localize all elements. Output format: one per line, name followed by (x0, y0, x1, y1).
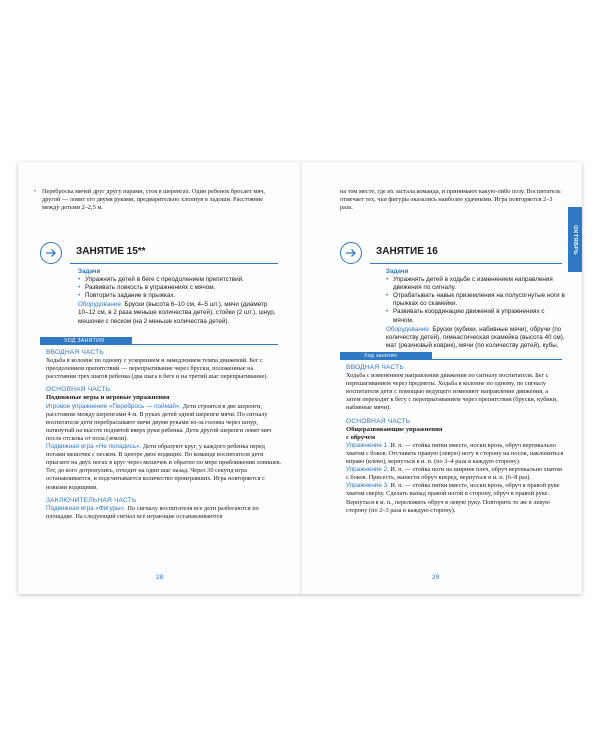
intro-heading: ВВОДНАЯ ЧАСТЬ (346, 364, 404, 371)
page-number: 28 (156, 574, 164, 581)
task-item: • Отрабатывать навык приземления на полусогнутые ноги в прыжках со скамейки. (386, 292, 566, 308)
task-item: • Упражнять детей в ходьбе с изменением направления движения по сигналу. (386, 276, 566, 292)
lesson-header (340, 242, 562, 264)
title-underline (70, 263, 278, 264)
tasks-block (386, 268, 566, 350)
band-line (132, 344, 278, 345)
arrow-right-icon (40, 242, 62, 264)
intro-heading: ВВОДНАЯ ЧАСТЬ (46, 349, 104, 356)
equipment-label: Оборудование. (78, 301, 123, 309)
game-paragraph: Игровое упражнение «Перебрось — поймай». Дети строятся в две шеренги, расстояние между шеренгами 4 м. В руках детей одной шеренги мячи. По сигналу воспитателя дети перебрасывают мячи двумя руками из-за головы через шнур, натянутый на высоте поднятой вверх руки ребенка. Дети другой шеренги ловят мяч после отскока от пола (земли). (46, 402, 272, 442)
task-item: • Повторить задание в прыжках. (78, 292, 278, 300)
tasks-label: Задачи (386, 268, 409, 275)
main-subheading: Подвижные игры и игровые упражнения (46, 394, 170, 402)
main-subheading: Общеразвивающие упражнения (346, 425, 443, 433)
month-tab-label: ОКТЯБРЬ (572, 224, 578, 255)
lesson-header (40, 242, 278, 264)
game-paragraph: Подвижная игра «Фигуры». По сигналу воспитателя все дети разбегаются по площадке. На следующий сигнал все играющие останавливаются (46, 504, 259, 520)
arrow-right-icon (340, 242, 362, 264)
right-page (302, 162, 582, 594)
book-spread (18, 162, 582, 594)
page-number: 29 (432, 574, 440, 581)
lesson-title: ЗАНЯТИЕ 16 (376, 246, 438, 257)
task-item: • Развивать ловкость в упражнениях с мячом. (78, 284, 278, 292)
lesson-title: ЗАНЯТИЕ 15** (76, 246, 146, 257)
right-top-text: на том месте, где их застала команда, и принимают какую-либо позу. Воспитатель отмечает тех, чьи фигуры оказались наиболее удачными. Игра повторяется 2–3 раза. (340, 188, 561, 212)
intro-text: Ходьба с изменением направления движения по сигналу воспитателя. Бег с перешагиванием через предметы. Ходьба в колонне по одному, по сигналу воспитателя дети с помощью ведущего изменяют направление движения, а затем переходят к бегу с перепрыгиванием через препятствия (бруски, кубики, набивные мячи). (346, 372, 558, 412)
game-paragraph: Подвижная игра «Не попадись». Дети образуют круг, у каждого ребенка перед ногами мешочек с песком. В центре двое водящих. По команде воспитателя дети прыгают на двух ногах в круг через мешочек и обратно по мере приближения ловишек. Тот, до кого дотронулись, отходит на один шаг назад. Через 30 секунд игра останавливается, и подсчитывается количество проигравших. Игра повторяется с новыми водящими. (46, 443, 282, 491)
main-subheading: с обручем (346, 433, 376, 441)
month-tab (568, 207, 582, 272)
band-line (432, 359, 562, 360)
final-heading: ЗАКЛЮЧИТЕЛЬНАЯ ЧАСТЬ (46, 496, 137, 504)
title-underline (370, 263, 562, 264)
right-body (346, 364, 564, 515)
equipment-paragraph: Оборудование. Бруски (высота 6–10 см, 4–5 шт.), мячи (диаметр 10–12 см, в 2 раза меньше количества детей), стойки (2 шт.), шнур, мешочки с песком (на 2 меньше количества детей). (78, 301, 276, 325)
exercise-paragraph: Упражнение 1. И. п. — стойка пятки вместе, носки врозь, обруч вертикально хватом с боков. Отставить правую (левую) ногу в сторону на носок, наклониться вправо (влево), вернуться в и. п. (по 3–4 раза в каждую сторону). (346, 441, 564, 466)
main-heading: ОСНОВНАЯ ЧАСТЬ (46, 386, 111, 394)
left-body (46, 349, 282, 521)
intro-text: Ходьба в колонне по одному с ускорением и замедлением темпа движений. Бег с преодолением препятствий — перепрыгивание через бруски, положенные на расстоянии трех шагов ребенка (два шага в беге и на третий шаг перепрыгивание). (46, 357, 269, 381)
course-band: ХОД ЗАНЯТИЯ (40, 337, 132, 345)
exercise-paragraph: Упражнение 3. И. п. — стойка пятки вместе, носки врозь, обруч в правой руке хватом сверху. Сделать выпад правой ногой в сторону, обруч в правой руке. Вернуться в и. п., переложить обруч в левую руку. Повторить то же в левую сторону (по 2–3 раза в каждую сторону). (346, 482, 560, 514)
task-item: • Упражнять детей в беге с преодолением препятствий. (78, 276, 278, 284)
intro-bullet: • Переброска мячей друг другу парами, стоя в шеренгах. Один ребенок бросает мяч, другой — ловит его двумя руками, предварительно хлопнув в ладоши. Расстояние между детьми 2–2,5 м. (32, 188, 280, 212)
course-band: Ход занятия (340, 352, 432, 360)
task-item: • Развивать координацию движений в упражнениях с мячом. (386, 308, 566, 324)
equipment-paragraph: Оборудование. Бруски (кубики, набивные мячи), обручи (по количеству детей), гимнастическая скамейка (высота 40 см), мат (резиновый коврик), мячи (по количеству детей), кубы. (386, 325, 565, 349)
left-page (18, 162, 300, 594)
main-heading: ОСНОВНАЯ ЧАСТЬ (346, 417, 411, 425)
tasks-label: Задачи (78, 268, 101, 275)
tasks-block (78, 268, 278, 326)
exercise-paragraph: Упражнение 2. И. п. — стойка ноги на ширине плеч, обруч вертикально хватом с боков. Присесть, вынести обруч вперед, вернуться в и. п. (6–8 раз). (346, 466, 563, 482)
